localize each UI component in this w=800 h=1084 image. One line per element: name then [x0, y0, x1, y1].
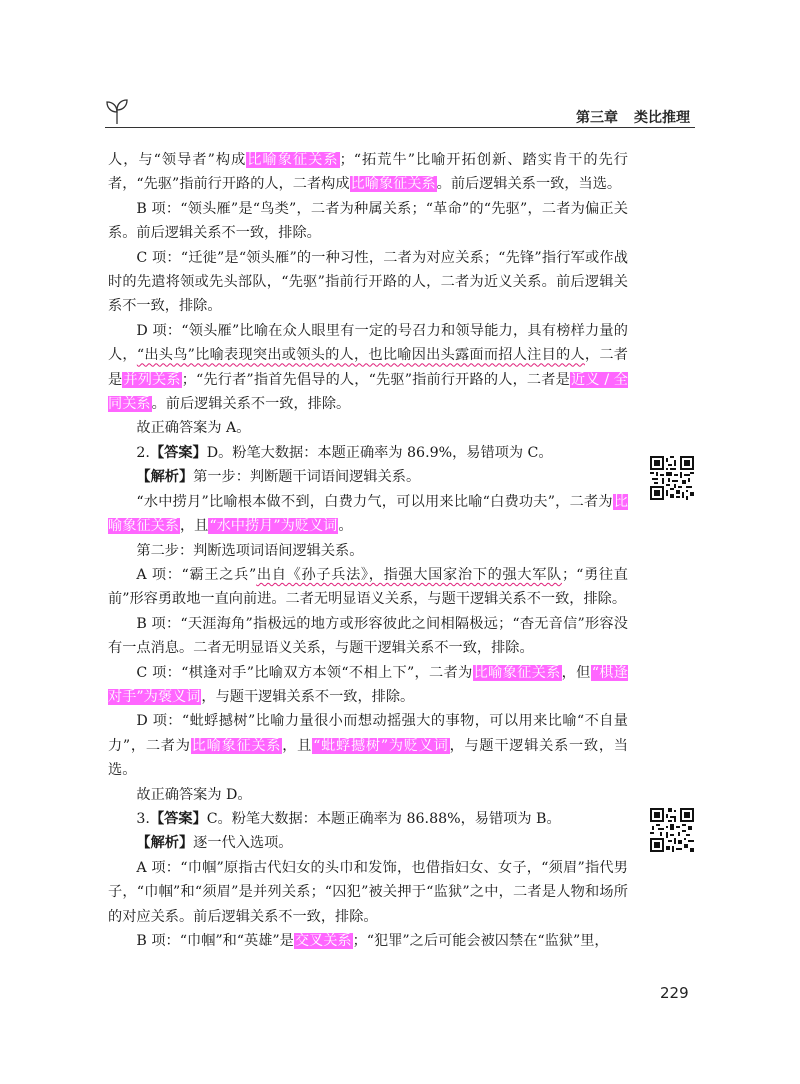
analysis-text: 逐一代入选项。 [193, 835, 293, 852]
text: ；“犯罪”之后可能会被囚禁在“监狱”里， [352, 933, 609, 949]
text: ，与题干逻辑关系不一致，排除。 [201, 688, 415, 705]
text: ；“拓荒牛”比喻开拓创新、踏实肯干的先行者，“先驱”指前行开路的人，二者构成 [108, 152, 628, 193]
text: ，与题干逻辑关系一致，当选。 [108, 737, 628, 779]
answer-line [108, 441, 628, 465]
answer-text: D。粉笔大数据：本题正确率为 86.9%，易错项为 C。 [206, 444, 553, 461]
text: ；“勇往直前”形容勇敢地一直向前进。二者无明显语义关系，与题干逻辑关系不一致，排除。 [108, 566, 628, 608]
highlight: “棋逢对手”为褒义词 [108, 664, 628, 705]
answer-label: 【答案】 [149, 444, 207, 461]
paragraph [108, 319, 628, 417]
paragraph: B 项：“领头雁”是“鸟类”，二者为种属关系；“革命”的“先驱”，二者为偏正关系。前后逻辑关系不一致，排除。 [108, 200, 628, 242]
paragraph [108, 563, 628, 612]
highlight: 比喻象征关系 [191, 737, 282, 754]
text: ，且 [282, 737, 313, 754]
paragraph [108, 929, 628, 953]
paragraph: B 项：“天涯海角”指极远的地方或形容彼此之间相隔极远；“杳无音信”形容没有一点消息。二者无明显语义关系，与题干逻辑关系不一致，排除。 [108, 615, 628, 657]
analysis-text: 第一步：判断题干词语间逻辑关系。 [193, 469, 421, 486]
highlight: 比喻象征关系 [247, 152, 339, 168]
page-content [108, 148, 628, 953]
wavy-underline: 出自《孙子兵法》，指强大国家治下的强大军队 [256, 566, 562, 583]
text: B 项：“巾帼”和“英雄”是 [136, 933, 294, 949]
highlight: 比喻象征关系 [350, 176, 436, 193]
analysis-line [108, 831, 628, 855]
highlight: 近义 / 全同关系 [108, 371, 628, 413]
text: A 项：“霸王之兵” [136, 566, 257, 583]
highlight: “水中捞月”为贬义词 [209, 518, 338, 535]
qr-code-icon[interactable] [650, 808, 694, 852]
qr-code-graphic [650, 456, 694, 500]
chapter-heading [576, 107, 690, 127]
qr-code-graphic [650, 808, 694, 852]
highlight: 比喻象征关系 [473, 664, 561, 681]
text: D 项：“领头雁”比喻在众人眼里有一定的号召力和领导能力，具有榜样力量的人， [108, 322, 628, 364]
text: ；“先行者”指首先倡导的人，“先驱”指前行开路的人，二者是 [181, 371, 570, 388]
text: 。 [338, 518, 353, 535]
text: ，二者是 [108, 347, 628, 388]
chapter-title: 类比推理 [634, 110, 690, 126]
page-header [0, 0, 800, 140]
text: “水中捞月”比喻根本做不到，白费力气，可以用来比喻“白费功夫”，二者为 [136, 493, 613, 510]
paragraph: C 项：“迁徙”是“领头雁”的一种习性，二者为对应关系；“先锋”指行军或作战时的先遣将领或先头部队，“先驱”指前行开路的人，二者为近义关系。前后逻辑关系不一致，排除。 [108, 249, 628, 315]
text: ，且 [179, 518, 209, 535]
text: 人，与“领导者”构成 [108, 152, 247, 168]
question-number: 2. [136, 444, 150, 461]
answer-line [108, 807, 628, 831]
wavy-underline: “出头鸟”比喻表现突出或领头的人，也比喻因出头露面而招人注目的人 [136, 347, 585, 364]
analysis-line [108, 465, 628, 489]
answer-text: C。粉笔大数据：本题正确率为 86.88%，易错项为 B。 [206, 810, 561, 827]
paragraph [108, 709, 628, 782]
answer-label: 【答案】 [149, 810, 207, 827]
qr-code-icon[interactable] [650, 456, 694, 500]
highlight: 比喻象征关系 [108, 493, 628, 535]
question-number: 3. [136, 810, 150, 827]
analysis-label: 【解析】 [136, 835, 194, 852]
sprout-icon [102, 96, 132, 126]
highlight: 交叉关系 [294, 933, 352, 949]
highlight: 并列关系 [123, 371, 181, 388]
chapter-number: 第三章 [576, 110, 618, 126]
text: ，但 [561, 664, 591, 681]
text: 。前后逻辑关系一致，当选。 [436, 176, 622, 193]
header-rule [105, 127, 695, 128]
page-number: 229 [660, 984, 689, 1002]
paragraph [108, 148, 628, 197]
conclusion: 故正确答案为 A。 [136, 420, 251, 437]
text: D 项：“蚍蜉撼树”比喻力量很小而想动摇强大的事物，可以用来比喻“不自量力”，二者为 [108, 713, 628, 754]
analysis-label: 【解析】 [136, 469, 194, 486]
paragraph: 第二步：判断选项词语间逻辑关系。 [136, 542, 364, 559]
paragraph [108, 490, 628, 539]
paragraph: A 项：“巾帼”原指古代妇女的头巾和发饰，也借指妇女、女子，“须眉”指代男子，“巾帼”和“须眉”是并列关系；“囚犯”被关押于“监狱”之中，二者是人物和场所的对应关系。前后逻辑关系不一致，排除。 [108, 859, 628, 925]
text: C 项：“棋逢对手”比喻双方本领“不相上下”，二者为 [136, 664, 473, 681]
conclusion: 故正确答案为 D。 [136, 786, 252, 803]
text: 。前后逻辑关系不一致，排除。 [151, 396, 351, 413]
highlight: “蚍蜉撼树”为贬义词 [313, 737, 449, 754]
paragraph [108, 661, 628, 710]
